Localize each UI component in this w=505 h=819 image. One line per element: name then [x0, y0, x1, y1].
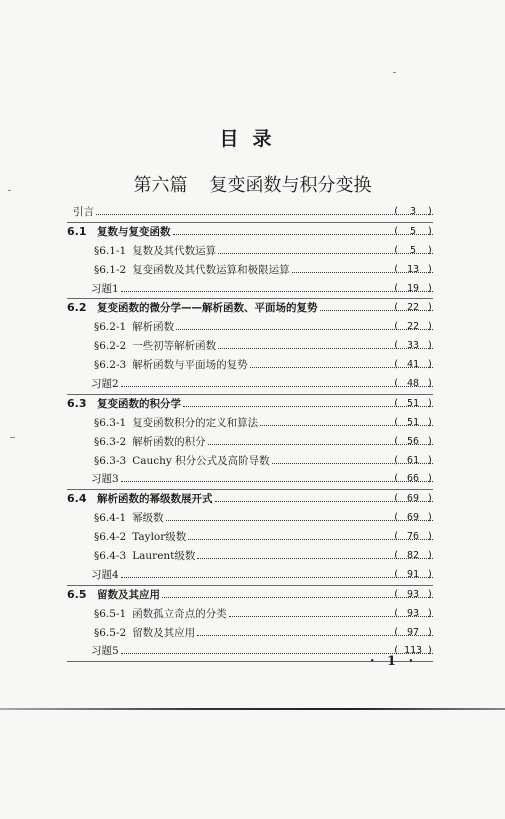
toc-entry-page: ( 97 ) — [393, 624, 433, 643]
toc-entry-page: ( 5 ) — [393, 223, 433, 242]
toc-entry-number: §6.3-3 — [94, 454, 127, 467]
toc-entry — [0, 318, 505, 337]
toc-entry-label — [94, 414, 258, 433]
toc-entry-number: §6.3-2 — [94, 435, 127, 448]
toc-entry-page: ( 69 ) — [393, 490, 433, 509]
toc-entry-page: ( 93 ) — [393, 605, 433, 624]
toc-entry-page: ( 66 ) — [393, 470, 433, 489]
toc-entry-title: 引言 — [73, 206, 94, 218]
toc-entry-title: 留数及其应用 — [97, 588, 160, 601]
toc-entry-title: 幂级数 — [132, 512, 164, 525]
toc-entry-title: 解析函数的幂级数展开式 — [97, 493, 213, 506]
toc-entry-page: ( 41 ) — [393, 356, 433, 375]
toc-entry-title: 一些初等解析函数 — [132, 340, 217, 353]
toc-entry-label — [94, 356, 248, 375]
toc-entry — [0, 490, 505, 509]
toc-entry-number: §6.5-1 — [94, 607, 127, 620]
toc-entry-page: ( 113 ) — [393, 642, 433, 661]
toc-entry-label — [94, 528, 186, 547]
toc-entry-title: 复变函数的积分学 — [97, 397, 181, 410]
toc-entry-page: ( 19 ) — [393, 280, 433, 299]
toc-entry — [0, 509, 505, 528]
toc-entry — [0, 605, 505, 624]
part-number: 第六篇 — [133, 175, 188, 196]
toc-entry-number: §6.4-2 — [94, 531, 127, 544]
contents-heading: 目录 — [219, 128, 286, 150]
toc-entry — [0, 452, 505, 471]
toc-entry-label — [94, 433, 206, 452]
toc-entry-label — [67, 395, 181, 414]
toc-entry — [0, 528, 505, 547]
toc-entry-label — [91, 280, 119, 299]
toc-entry-title: Laurent级数 — [132, 550, 196, 563]
toc-entry — [0, 433, 505, 452]
toc-entry-title: Taylor级数 — [132, 531, 187, 544]
table-of-contents — [0, 203, 505, 662]
toc-entry-page: ( 93 ) — [393, 586, 433, 605]
toc-entry-title: 习题4 — [91, 568, 119, 581]
toc-entry — [0, 470, 505, 489]
toc-entry-title: 复数与复变函数 — [97, 225, 171, 238]
toc-entry — [0, 356, 505, 375]
toc-entry-title: 复变函数及其代数运算和极限运算 — [132, 263, 290, 276]
toc-entry-page: ( 51 ) — [393, 395, 433, 414]
toc-entry-title: 习题1 — [91, 282, 119, 295]
scan-speck — [8, 190, 11, 191]
toc-entry — [0, 299, 505, 318]
toc-entry — [0, 261, 505, 280]
toc-entry — [0, 203, 505, 222]
toc-entry-title: 习题3 — [91, 473, 119, 486]
toc-entry-title: 解析函数的积分 — [132, 435, 206, 448]
toc-entry-label — [91, 470, 119, 489]
toc-entry-number: §6.1-2 — [94, 263, 127, 276]
leader-dots — [121, 375, 433, 387]
toc-entry — [0, 586, 505, 605]
toc-entry-title: 习题2 — [91, 378, 119, 391]
toc-entry-number: §6.2-2 — [94, 340, 127, 353]
toc-entry-label — [94, 337, 216, 356]
toc-entry-label — [67, 586, 160, 605]
toc-entry — [0, 624, 505, 643]
toc-entry-number: 6.5 — [67, 587, 87, 601]
toc-entry-label — [94, 624, 195, 643]
toc-entry-page: ( 33 ) — [393, 337, 433, 356]
toc-entry — [0, 566, 505, 585]
scan-edge-line — [0, 708, 505, 710]
toc-entry — [0, 642, 505, 661]
toc-entry-label — [91, 642, 119, 661]
leader-dots — [121, 642, 433, 654]
toc-entry-number: §6.5-2 — [94, 626, 127, 639]
toc-entry-label — [94, 242, 216, 261]
toc-entry-title: 复变函数积分的定义和算法 — [132, 416, 259, 429]
toc-entry-title: 复数及其代数运算 — [132, 244, 217, 257]
toc-entry-label — [67, 223, 171, 242]
toc-entry-title: Cauchy 积分公式及高阶导数 — [132, 454, 270, 467]
toc-entry-page: ( 51 ) — [393, 414, 433, 433]
toc-entry-number: §6.1-1 — [94, 244, 127, 257]
toc-entry-number: §6.2-3 — [94, 359, 127, 372]
toc-entry — [0, 337, 505, 356]
toc-entry-number: §6.4-3 — [94, 550, 127, 563]
toc-entry-label — [91, 375, 119, 394]
toc-entry — [0, 395, 505, 414]
toc-entry-number: §6.3-1 — [94, 416, 127, 429]
toc-entry-title: 解析函数 — [132, 321, 175, 334]
toc-entry-label — [94, 318, 174, 337]
toc-entry-number: 6.1 — [67, 224, 87, 238]
toc-entry-page: ( 3 ) — [393, 203, 433, 222]
toc-entry-label — [67, 299, 318, 318]
toc-entry-page: ( 48 ) — [393, 375, 433, 394]
scan-speck — [10, 437, 15, 438]
toc-entry-title: 习题5 — [91, 645, 119, 658]
toc-entry-page: ( 22 ) — [393, 318, 433, 337]
toc-entry-number: 6.3 — [67, 396, 87, 410]
leader-dots — [121, 470, 433, 482]
part-title — [0, 171, 505, 197]
toc-entry-page: ( 5 ) — [393, 242, 433, 261]
toc-entry — [0, 223, 505, 242]
leader-dots — [96, 203, 433, 215]
toc-entry-label — [94, 452, 270, 471]
leader-dots — [121, 280, 433, 292]
part-name: 复变函数与积分变换 — [209, 175, 372, 196]
toc-entry-label — [94, 509, 164, 528]
toc-entry — [0, 280, 505, 299]
toc-entry — [0, 375, 505, 394]
toc-entry-label — [94, 547, 195, 566]
toc-entry-page: ( 13 ) — [393, 261, 433, 280]
toc-entry-page: ( 22 ) — [393, 299, 433, 318]
toc-entry-page: ( 69 ) — [393, 509, 433, 528]
toc-entry-page: ( 82 ) — [393, 547, 433, 566]
toc-entry-page: ( 56 ) — [393, 433, 433, 452]
toc-entry-number: 6.2 — [67, 301, 87, 315]
scan-speck — [393, 72, 396, 73]
toc-entry-label — [94, 261, 290, 280]
toc-entry — [0, 242, 505, 261]
toc-entry-label — [94, 605, 227, 624]
toc-entry-title: 解析函数与平面场的复势 — [132, 359, 248, 372]
toc-entry — [0, 414, 505, 433]
toc-entry-number: 6.4 — [67, 492, 87, 506]
toc-entry-label — [67, 490, 213, 509]
toc-entry-page: ( 76 ) — [393, 528, 433, 547]
toc-entry-title: 留数及其应用 — [132, 626, 196, 639]
toc-entry-page: ( 61 ) — [393, 452, 433, 471]
toc-entry-page: ( 91 ) — [393, 566, 433, 585]
toc-entry-label — [91, 566, 119, 585]
toc-entry-number: §6.2-1 — [94, 321, 127, 334]
toc-entry — [0, 547, 505, 566]
page-number: · 1 · — [370, 654, 418, 669]
leader-dots — [121, 566, 433, 578]
toc-entry-label — [73, 203, 94, 222]
toc-entry-title: 函数孤立奇点的分类 — [132, 607, 227, 620]
toc-entry-title: 复变函数的微分学——解析函数、平面场的复势 — [97, 302, 318, 315]
toc-entry-number: §6.4-1 — [94, 512, 127, 525]
